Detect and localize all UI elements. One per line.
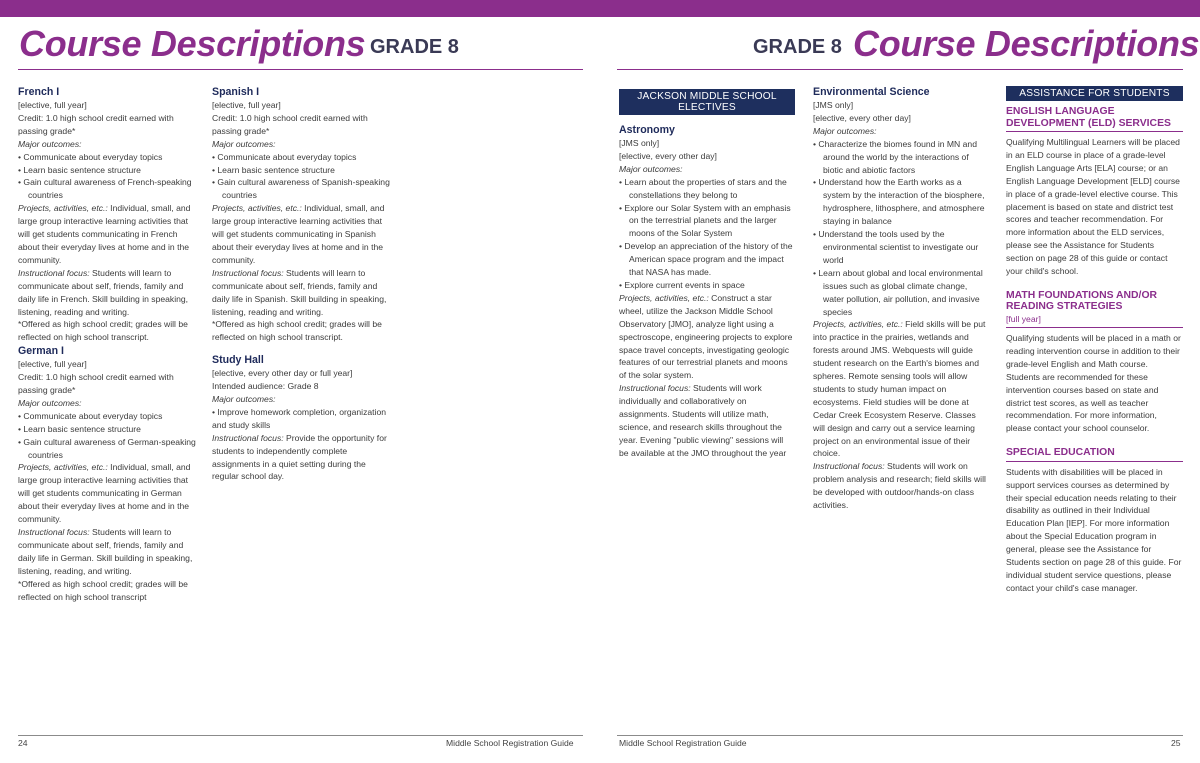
focus-label: Instructional focus:: [212, 267, 284, 278]
credit-note: *Offered as high school credit; grades will be reflected on high school transcript: [18, 578, 188, 602]
left-footer-label: Middle School Registration Guide: [446, 738, 574, 748]
outcome-item: • Improve homework completion, organization and study skills: [212, 406, 387, 430]
projects-text: Individual, small, and large group interactive learning activities that will get students communicating in German about their everyday lives at home and in the community.: [18, 462, 191, 525]
projects-paragraph: [813, 318, 989, 460]
projects-label: Projects, activities, etc.:: [212, 203, 302, 214]
section-rule: [1006, 461, 1183, 462]
right-page-grade: GRADE 8: [753, 36, 842, 58]
special-education-heading: SPECIAL EDUCATION: [1006, 447, 1115, 459]
right-page-number: 25: [1171, 738, 1181, 748]
outcomes-label: Major outcomes:: [212, 138, 276, 149]
outcome-item: • Learn basic sentence structure: [18, 164, 141, 175]
left-footer-rule: [18, 735, 583, 736]
left-page-grade: GRADE 8: [370, 36, 459, 58]
course-heading-study-hall: Study Hall: [212, 354, 264, 367]
outcome-item: • Communicate about everyday topics: [18, 151, 163, 162]
credit-note: *Offered as high school credit; grades will be reflected on high school transcript.: [18, 319, 188, 343]
section-rule: [1006, 327, 1183, 328]
projects-label: Projects, activities, etc.:: [619, 292, 709, 303]
eld-heading: ENGLISH LANGUAGE DEVELOPMENT (ELD) SERVICES: [1006, 106, 1171, 129]
course-meta: [elective, every other day]: [619, 150, 717, 161]
course-meta: [JMS only]: [813, 100, 854, 110]
course-heading-german: German I: [18, 345, 64, 358]
electives-box-heading: JACKSON MIDDLE SCHOOL ELECTIVES: [619, 89, 795, 115]
top-accent-bar: [0, 0, 1200, 17]
outcome-item: • Learn basic sentence structure: [18, 423, 141, 434]
outcomes-label: Major outcomes:: [619, 163, 683, 174]
projects-text: Field skills will be put into practice in the prairies, wetlands and forests around JMS. Webquests will guide student research on the Earth's biomes and spheres. Remote sensing tools will allow students to study human impact on ecosystems. Field studies will be done at Cedar Creek Ecosystem Reserve. Classes will design and carry out a service learning project on an environmental issue of their choice.: [813, 319, 986, 459]
outcome-item: • Explore current events in space: [619, 279, 745, 290]
section-rule: [1006, 131, 1183, 132]
projects-paragraph: [18, 461, 196, 526]
left-page-number: 24: [18, 738, 28, 748]
outcomes-label: Major outcomes:: [18, 397, 82, 408]
projects-paragraph: [18, 202, 196, 267]
course-meta: [elective, full year]: [18, 359, 87, 370]
focus-paragraph: [212, 267, 390, 319]
focus-label: Instructional focus:: [18, 267, 90, 278]
math-reading-text: Qualifying students will be placed in a math or reading intervention course in addition to their grade-level English and Math course. Students are recommended for these intervention courses based on state and district test scores, as well as teacher recommendation. For more information, please contact your school counselor.: [1006, 332, 1181, 434]
projects-paragraph: [212, 202, 390, 267]
outcome-item: • Understand the tools used by the environmental scientist to investigate our world: [813, 229, 979, 265]
column-astronomy: [619, 89, 795, 460]
projects-label: Projects, activities, etc.:: [18, 203, 108, 214]
projects-text: Individual, small, and large group interactive learning activities that will get students communicating in French about their everyday lives at home and in the community.: [18, 203, 191, 265]
focus-paragraph: [813, 460, 989, 512]
outcomes-label: Major outcomes:: [18, 138, 82, 149]
course-heading-french: French I: [18, 86, 60, 98]
outcome-item: • Understand how the Earth works as a system by the interaction of the biosphere, hydrosphere, lithosphere, and atmosphere staying in balance: [813, 177, 985, 227]
outcome-item: • Gain cultural awareness of French-speaking countries: [18, 177, 192, 201]
outcome-item: • Communicate about everyday topics: [212, 151, 357, 162]
assistance-box-heading: ASSISTANCE FOR STUDENTS: [1006, 86, 1183, 101]
outcome-item: • Explore our Solar System with an emphasis on the terrestrial planets and the larger moons of the Solar System: [619, 202, 791, 239]
eld-text: Qualifying Multilingual Learners will be placed in an ELD course in place of a grade-level English Language Arts [ELA] course; or an English Language Development [ELD] course in place of a grade-level elective course. This placement is based on state and district test scores and teacher recommendation. For more information about the ELD services, please see the Assistance for Students section on page 28 of this guide or contact your child's school.: [1006, 137, 1180, 277]
right-footer-label: Middle School Registration Guide: [619, 738, 747, 748]
right-footer-rule: [617, 735, 1183, 736]
right-header-rule: [617, 69, 1183, 70]
focus-label: Instructional focus:: [813, 461, 885, 472]
column-french-german: [18, 85, 196, 603]
outcome-item: • Develop an appreciation of the history of the American space program and the impact that NASA has made.: [619, 241, 793, 278]
focus-paragraph: [619, 382, 795, 459]
focus-text: Students will work on problem analysis and research; field skills will be developed with outdoor/hands-on class activities.: [813, 461, 986, 511]
outcome-item: • Learn basic sentence structure: [212, 164, 335, 175]
column-spanish-studyhall: [212, 85, 390, 483]
focus-text: Students will work individually and collaboratively on assignments. Students will utilize math, science, and research skills throughout the year. Evening "public viewing" sessions will be available at the JMO throughout the year: [619, 383, 787, 458]
course-heading-spanish: Spanish I: [212, 86, 260, 98]
focus-text: Students will learn to communicate about self, friends, family and daily life in German. Skill building in speaking, listening, reading, and writing.: [18, 527, 193, 576]
course-meta: Intended audience: Grade 8: [212, 381, 319, 392]
course-meta: Credit: 1.0 high school credit earned with: [18, 372, 174, 383]
course-heading-environmental-science: Environmental Science: [813, 86, 930, 98]
credit-note: *Offered as high school credit; grades will be reflected on high school transcript.: [212, 319, 382, 343]
outcome-item: • Characterize the biomes found in MN and around the world by the interactions of biotic and abiotic factors: [813, 138, 977, 175]
right-page-title: Course Descriptions: [853, 23, 1200, 64]
course-heading-astronomy: Astronomy: [619, 124, 675, 136]
math-reading-tag: [full year]: [1006, 313, 1041, 324]
course-meta: [elective, full year]: [212, 100, 281, 110]
focus-text: Students will learn to communicate about self, friends, family and daily life in Spanish. Skill building in speaking, listening, reading and writing.: [212, 267, 387, 317]
focus-text: Provide the opportunity for students to independently complete assignments in a quiet setting during the regular school day.: [212, 432, 387, 482]
course-meta: [elective, every other day]: [813, 112, 911, 123]
course-meta: passing grade*: [18, 125, 76, 136]
course-meta: [JMS only]: [619, 138, 660, 148]
projects-paragraph: [619, 292, 795, 382]
outcome-item: • Gain cultural awareness of German-speaking countries: [18, 436, 196, 460]
course-meta: passing grade*: [212, 125, 270, 136]
column-assistance: [1006, 86, 1183, 595]
math-reading-heading: MATH FOUNDATIONS AND/OR READING STRATEGIES: [1006, 289, 1158, 313]
focus-label: Instructional focus:: [212, 432, 284, 443]
focus-paragraph: [212, 432, 390, 484]
projects-label: Projects, activities, etc.:: [813, 319, 903, 330]
outcome-item: • Gain cultural awareness of Spanish-speaking countries: [212, 177, 390, 201]
projects-label: Projects, activities, etc.:: [18, 462, 108, 473]
focus-label: Instructional focus:: [619, 383, 691, 394]
special-education-text: Students with disabilities will be placed in support services courses as determined by their special education needs relating to their disability as outlined in their Individual Education Plan [IEP]. For more information about the Special Education program in general, please see the Assistance for Students section on page 28 of this guide. For individual student service questions, please contact your child's case manager.: [1006, 466, 1182, 593]
course-meta: passing grade*: [18, 385, 76, 396]
outcomes-label: Major outcomes:: [813, 125, 877, 136]
projects-text: Individual, small, and large group interactive learning activities that will get students communicating in Spanish about their everyday lives at home and in the community.: [212, 203, 385, 265]
course-meta: Credit: 1.0 high school credit earned with: [212, 112, 368, 123]
outcome-item: • Learn about global and local environmental issues such as global climate change, water pollution, air pollution, and invasive species: [813, 267, 983, 317]
projects-text: Construct a star wheel, utilize the Jackson Middle School Observatory [JMO], analyze light using a spectroscope, engineering projects to explore space travel concepts, investigating geologic features of our terrestrial planets and moons of the solar system.: [619, 292, 793, 381]
left-header-rule: [18, 69, 583, 70]
focus-paragraph: [18, 267, 196, 319]
left-page-title: Course Descriptions: [19, 23, 366, 64]
focus-text: Students will learn to communicate about self, friends, family and daily life in French. Skill building in speaking, listening, reading and writing.: [18, 267, 189, 317]
course-meta: [elective, full year]: [18, 100, 87, 110]
column-environmental-science: [813, 85, 989, 512]
outcomes-label: Major outcomes:: [212, 394, 276, 405]
outcome-item: • Learn about the properties of stars and the constellations they belong to: [619, 176, 787, 200]
focus-paragraph: [18, 526, 196, 578]
course-meta: Credit: 1.0 high school credit earned with: [18, 112, 174, 123]
focus-label: Instructional focus:: [18, 527, 90, 537]
course-meta: [elective, every other day or full year]: [212, 368, 353, 379]
outcome-item: • Communicate about everyday topics: [18, 410, 163, 421]
